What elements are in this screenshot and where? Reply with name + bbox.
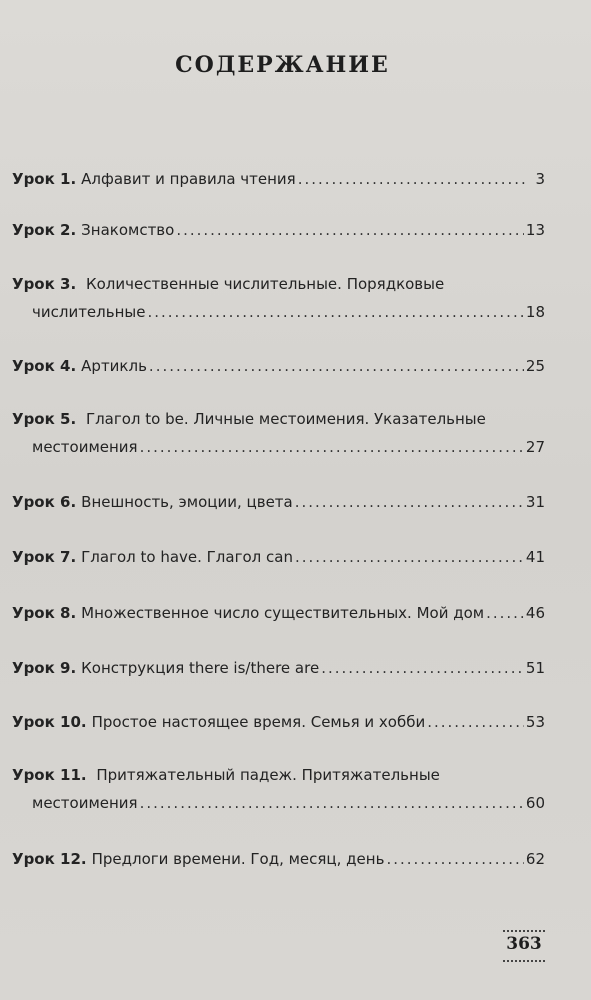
lesson-label: Урок 10.: [12, 713, 87, 731]
lesson-title-continued: местоимения: [32, 438, 138, 456]
page-ref: 25: [525, 357, 545, 375]
toc-entry-6: [12, 488, 545, 516]
page-ref: 31: [525, 493, 545, 511]
lesson-title: Простое настоящее время. Семья и хобби: [91, 713, 426, 731]
dot-leader: [147, 298, 523, 326]
lesson-label: Урок 7.: [12, 548, 77, 566]
lesson-title: Внешность, эмоции, цвета: [81, 493, 293, 511]
toc-entry-4: [12, 352, 545, 380]
page-ref: 18: [525, 303, 545, 321]
toc-entry-3: [12, 270, 545, 326]
toc-entry-10: [12, 708, 545, 736]
lesson-title: Знакомство: [81, 221, 175, 239]
lesson-label: Урок 5.: [12, 410, 77, 428]
page-ref: 46: [525, 604, 545, 622]
dot-leader: [427, 708, 524, 736]
lesson-label: Урок 3.: [12, 275, 77, 293]
lesson-title-continued: числительные: [32, 303, 146, 321]
dot-leader: [295, 488, 524, 516]
toc-entry-12: [12, 845, 545, 873]
lesson-title: Алфавит и правила чтения: [81, 170, 296, 188]
lesson-title: Конструкция there is/there are: [81, 659, 320, 677]
page-number: 363: [506, 934, 542, 954]
lesson-title: Глагол to have. Глагол can: [81, 548, 293, 566]
dot-leader: [298, 165, 529, 193]
page-ref: 41: [525, 548, 545, 566]
toc-entry-11: [12, 761, 545, 817]
lesson-title: Глагол to be. Личные местоимения. Указательные: [85, 410, 486, 428]
page-title: СОДЕРЖАНИЕ: [175, 52, 390, 78]
page-ref: 62: [525, 850, 545, 868]
page-ref: 53: [525, 713, 545, 731]
dot-leader: [140, 433, 524, 461]
toc-entry-9: [12, 654, 545, 682]
lesson-label: Урок 9.: [12, 659, 77, 677]
lesson-title: Предлоги времени. Год, месяц, день: [91, 850, 385, 868]
page-ref: 60: [525, 794, 545, 812]
lesson-title: Количественные числительные. Порядковые: [85, 275, 445, 293]
lesson-label: Урок 6.: [12, 493, 77, 511]
lesson-label: Урок 2.: [12, 221, 77, 239]
lesson-title: Множественное число существительных. Мой дом: [81, 604, 485, 622]
toc-entry-2: [12, 216, 545, 244]
lesson-label: Урок 8.: [12, 604, 77, 622]
toc-entry-7: [12, 543, 545, 571]
dot-leader: [140, 789, 524, 817]
page-number-ornament-bottom: [503, 960, 545, 964]
dot-leader: [321, 654, 524, 682]
toc-entry-8: [12, 599, 545, 627]
lesson-label: Урок 1.: [12, 170, 77, 188]
lesson-title-continued: местоимения: [32, 794, 138, 812]
lesson-label: Урок 12.: [12, 850, 87, 868]
page-ref: 13: [525, 221, 545, 239]
dot-leader: [386, 845, 523, 873]
toc-entry-5: [12, 405, 545, 461]
lesson-label: Урок 11.: [12, 766, 87, 784]
page-ref: 51: [525, 659, 545, 677]
dot-leader: [295, 543, 524, 571]
lesson-label: Урок 4.: [12, 357, 77, 375]
dot-leader: [149, 352, 524, 380]
dot-leader: [486, 599, 524, 627]
dot-leader: [176, 216, 524, 244]
lesson-title: Артикль: [81, 357, 147, 375]
page-ref: 3: [535, 170, 545, 188]
lesson-title: Притяжательный падеж. Притяжательные: [96, 766, 440, 784]
page-ref: 27: [525, 438, 545, 456]
toc-entry-1: [12, 165, 545, 193]
